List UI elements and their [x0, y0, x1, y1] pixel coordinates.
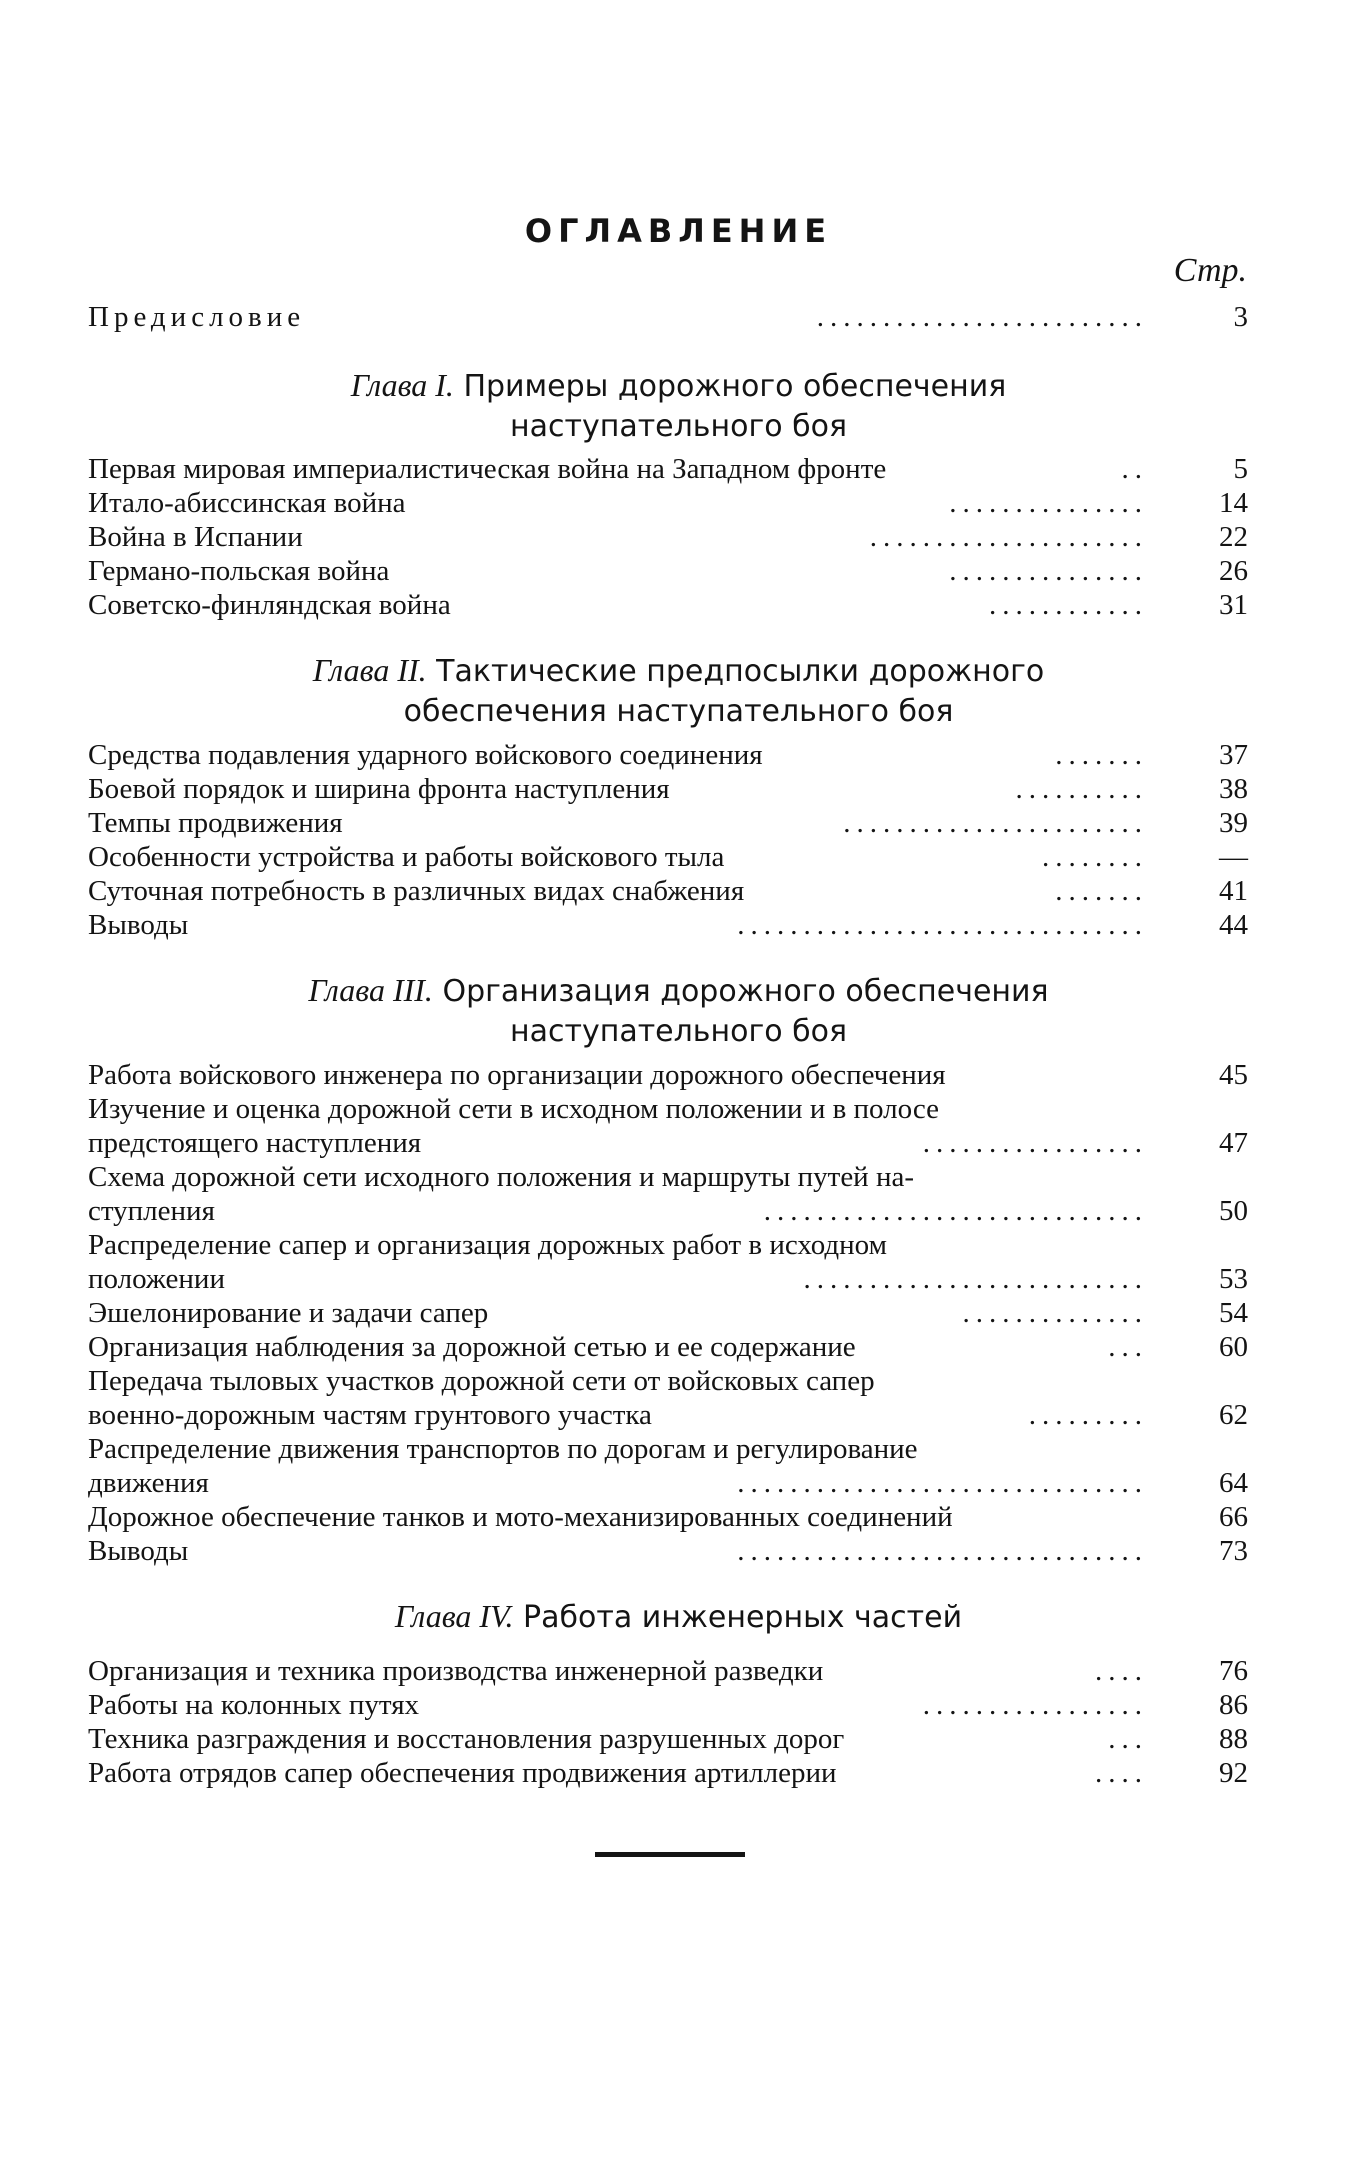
chapter-title-line-1: Организация дорожного обеспечения [442, 974, 1049, 1009]
toc-entry-title: Предисловие [88, 301, 306, 333]
toc-entry-title: Советско-финляндская война [88, 589, 451, 621]
toc-entry-title: Первая мировая империалистическая война на Западном фронте [88, 453, 887, 485]
toc-entry-title: Распределение сапер и организация дорожных работ в исходном [88, 1229, 887, 1261]
chapter-title-line-1: Примеры дорожного обеспечения [463, 369, 1007, 404]
chapter-label: Глава II. [312, 652, 427, 688]
dot-leader: ............................. [763, 1195, 1148, 1227]
chapter-title-line-2: наступательного боя [509, 409, 848, 444]
toc-entry-title: Итало-абиссинская война [88, 487, 406, 519]
toc-entry-page: 76 [1219, 1655, 1248, 1687]
chapter-heading-4 [0, 1596, 1357, 1638]
chapter-heading-1 [0, 365, 1357, 447]
toc-entry-title: Организация наблюдения за дорожной сетью и ее содержание [88, 1331, 856, 1363]
dot-leader: ............................... [737, 1535, 1148, 1567]
toc-entry-page: 45 [1219, 1059, 1248, 1091]
toc-entry-page: 41 [1219, 875, 1248, 907]
toc-entry-title: Работа войскового инженера по организации дорожного обеспечения [88, 1059, 946, 1091]
toc-entry-page: 53 [1219, 1263, 1248, 1295]
chapter-label: Глава III. [308, 972, 433, 1008]
page-title: ОГЛАВЛЕНИЕ [524, 212, 833, 250]
dot-leader: ......... [1028, 1399, 1148, 1431]
dot-leader: ................. [922, 1127, 1148, 1159]
dot-leader: ....................... [843, 807, 1148, 839]
toc-entry-title: Суточная потребность в различных видах снабжения [88, 875, 745, 907]
toc-entry-page: 44 [1219, 909, 1248, 941]
toc-entry-page: 73 [1219, 1535, 1248, 1567]
dot-leader: ............... [949, 555, 1148, 587]
toc-entry-page: 14 [1219, 487, 1248, 519]
toc-entry-page: 62 [1219, 1399, 1248, 1431]
toc-entry-title: Средства подавления ударного войскового соединения [88, 739, 763, 771]
toc-entry-title: Работа отрядов сапер обеспечения продвижения артиллерии [88, 1757, 837, 1789]
chapter-heading-3 [0, 970, 1357, 1052]
toc-entry-title: Схема дорожной сети исходного положения и маршруты путей на- [88, 1161, 915, 1193]
toc-entry-title-continued: предстоящего наступления [88, 1127, 422, 1159]
toc-entry-title-continued: военно-дорожным частям грунтового участка [88, 1399, 652, 1431]
chapter-title-line-2: наступательного боя [509, 1014, 848, 1049]
dot-leader: ..................... [869, 521, 1148, 553]
toc-entry-page: 31 [1219, 589, 1248, 621]
chapter-label: Глава I. [350, 367, 454, 403]
toc-entry-title: Дорожное обеспечение танков и мото-механизированных соединений [88, 1501, 953, 1533]
dot-leader: ............................... [737, 909, 1148, 941]
dot-leader: ................. [922, 1689, 1148, 1721]
dot-leader: .......................... [803, 1263, 1148, 1295]
toc-entry-title: Распределение движения транспортов по дорогам и регулирование [88, 1433, 918, 1465]
dot-leader: ........ [1042, 841, 1148, 873]
dot-leader: .............. [962, 1297, 1148, 1329]
toc-entry-page: 38 [1219, 773, 1248, 805]
toc-entry-title: Работы на колонных путях [88, 1689, 420, 1721]
toc-entry-title: Война в Испании [88, 521, 303, 553]
dot-leader: .... [1095, 1655, 1148, 1687]
toc-entry-page: 92 [1219, 1757, 1248, 1789]
toc-entry-page: — [1219, 841, 1248, 873]
page-column-header: Стр. [1173, 252, 1247, 289]
toc-entry-title: Организация и техника производства инженерной разведки [88, 1655, 824, 1687]
toc-entry-page: 64 [1219, 1467, 1248, 1499]
dot-leader: ............... [949, 487, 1148, 519]
toc-entry-title: Боевой порядок и ширина фронта наступления [88, 773, 670, 805]
toc-entry-page: 47 [1219, 1127, 1248, 1159]
dot-leader: .......... [1015, 773, 1148, 805]
dot-leader: ............................... [737, 1467, 1148, 1499]
toc-entry-title: Передача тыловых участков дорожной сети от войсковых сапер [88, 1365, 875, 1397]
toc-entry-title-continued: ступления [88, 1195, 215, 1227]
dot-leader: ....... [1055, 739, 1148, 771]
toc-entry-title: Особенности устройства и работы войскового тыла [88, 841, 725, 873]
dot-leader: ... [1108, 1331, 1148, 1363]
chapter-title-line-2: обеспечения наступательного боя [403, 694, 954, 729]
toc-entry-page: 37 [1219, 739, 1248, 771]
closing-rule [595, 1852, 745, 1857]
toc-entry-page: 50 [1219, 1195, 1248, 1227]
toc-entry-page: 22 [1219, 521, 1248, 553]
chapter-title-line-1: Тактические предпосылки дорожного [436, 654, 1045, 689]
dot-leader: ............ [989, 589, 1148, 621]
dot-leader: ....... [1055, 875, 1148, 907]
toc-entry-title: Техника разграждения и восстановления разрушенных дорог [88, 1723, 845, 1755]
toc-entry-title-continued: движения [88, 1467, 209, 1499]
toc-entry-page: 3 [1233, 301, 1248, 333]
toc-entry-page: 5 [1233, 453, 1248, 485]
dot-leader: .... [1095, 1757, 1148, 1789]
chapter-title-line-1: Работа инженерных частей [523, 1600, 963, 1635]
chapter-label: Глава IV. [394, 1598, 514, 1634]
toc-entry-title: Эшелонирование и задачи сапер [88, 1297, 489, 1329]
toc-entry-page: 54 [1219, 1297, 1248, 1329]
toc-entry-page: 88 [1219, 1723, 1248, 1755]
toc-entry-title: Выводы [88, 909, 189, 941]
toc-entry-title-continued: положении [88, 1263, 225, 1295]
toc-entry-title: Германо-польская война [88, 555, 390, 587]
toc-entry-page: 26 [1219, 555, 1248, 587]
toc-entry-page: 60 [1219, 1331, 1248, 1363]
toc-entry-page: 66 [1219, 1501, 1248, 1533]
toc-entry-title: Выводы [88, 1535, 189, 1567]
dot-leader: ... [1108, 1723, 1148, 1755]
dot-leader: .. [1121, 453, 1148, 485]
toc-entry-page: 39 [1219, 807, 1248, 839]
chapter-heading-2 [0, 650, 1357, 732]
toc-entry-title: Темпы продвижения [88, 807, 343, 839]
toc-entry-page: 86 [1219, 1689, 1248, 1721]
toc-entry-title: Изучение и оценка дорожной сети в исходном положении и в полосе [88, 1093, 939, 1125]
dot-leader: ......................... [816, 301, 1148, 333]
